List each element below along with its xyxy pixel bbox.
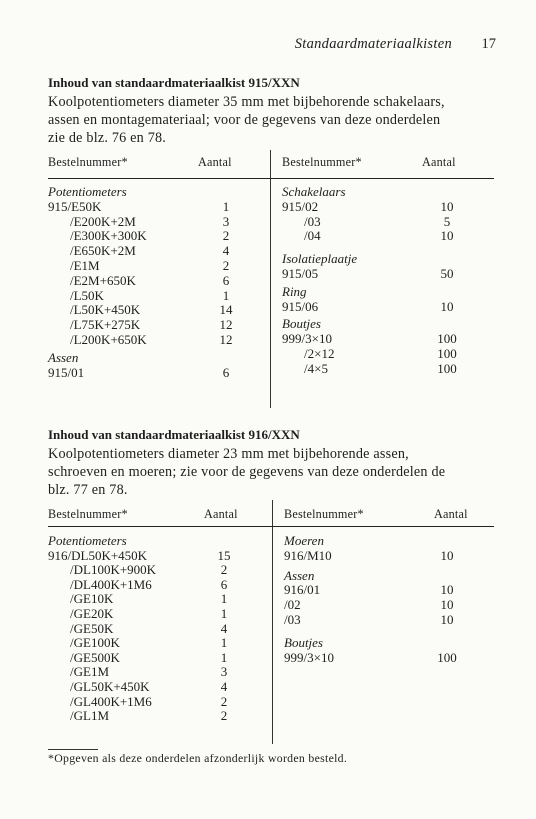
category-label: Ring bbox=[282, 283, 307, 299]
quantity: 14 bbox=[219, 302, 233, 318]
col-order-number: Bestelnummer* bbox=[48, 155, 128, 169]
quantity: 1 bbox=[220, 649, 228, 665]
order-number: /GE100K bbox=[70, 635, 120, 651]
col-quantity: Aantal bbox=[204, 507, 238, 521]
order-number: /GL400K+1M6 bbox=[70, 693, 152, 709]
order-number: /E650K+2M bbox=[70, 243, 136, 259]
table-header bbox=[48, 153, 494, 177]
column-divider bbox=[270, 150, 271, 408]
order-number: 915/E50K bbox=[48, 198, 102, 214]
order-number: /GE1M bbox=[70, 664, 109, 680]
column-divider bbox=[272, 500, 273, 744]
header-rule bbox=[48, 526, 494, 527]
category-label: Boutjes bbox=[282, 316, 321, 332]
quantity: 15 bbox=[217, 547, 231, 563]
section-description bbox=[48, 445, 494, 499]
quantity: 10 bbox=[440, 198, 454, 214]
section-title: Inhoud van standaardmateriaalkist 915/XXN bbox=[48, 75, 300, 90]
order-number: /GL50K+450K bbox=[70, 679, 150, 694]
category-label: Boutjes bbox=[284, 634, 323, 650]
col-quantity: Aantal bbox=[422, 155, 456, 169]
description-line: Koolpotentiometers diameter 35 mm met bijbehorende schakelaars, bbox=[48, 94, 445, 110]
quantity: 2 bbox=[220, 708, 228, 724]
order-number: /02 bbox=[284, 597, 301, 613]
category-label: Potentiometers bbox=[48, 184, 127, 199]
quantity: 1 bbox=[220, 606, 228, 621]
order-number: /04 bbox=[304, 228, 321, 244]
section-kit-915 bbox=[48, 74, 494, 177]
quantity: 1 bbox=[220, 591, 228, 607]
order-number: /L200K+650K bbox=[70, 332, 147, 347]
order-number: /DL400K+1M6 bbox=[70, 576, 152, 592]
order-number: 916/01 bbox=[284, 582, 321, 598]
order-number: /GE500K bbox=[70, 649, 120, 665]
quantity: 4 bbox=[222, 243, 230, 259]
col-quantity: Aantal bbox=[434, 507, 468, 521]
order-number: /2×12 bbox=[304, 346, 335, 361]
header-rule bbox=[48, 178, 494, 179]
page-number: 17 bbox=[481, 36, 496, 52]
order-number: /E300K+300K bbox=[70, 228, 147, 244]
order-number: /DL100K+900K bbox=[70, 562, 157, 578]
quantity: 12 bbox=[219, 317, 233, 333]
quantity: 10 bbox=[440, 228, 454, 244]
order-number: /GE10K bbox=[70, 591, 114, 607]
order-number: 915/06 bbox=[282, 298, 319, 314]
order-number: /GE20K bbox=[70, 606, 114, 621]
quantity: 50 bbox=[440, 266, 454, 281]
quantity: 12 bbox=[219, 332, 233, 347]
section-kit-916 bbox=[48, 426, 494, 529]
order-number: 915/01 bbox=[48, 364, 85, 380]
quantity: 100 bbox=[437, 346, 457, 361]
order-number: 916/M10 bbox=[284, 547, 332, 563]
order-number: 915/05 bbox=[282, 266, 319, 281]
quantity: 5 bbox=[443, 213, 451, 229]
col-quantity: Aantal bbox=[198, 155, 232, 169]
order-number: 999/3×10 bbox=[282, 331, 332, 347]
order-number: 916/DL50K+450K bbox=[48, 547, 148, 563]
page-header bbox=[0, 36, 536, 56]
quantity: 100 bbox=[437, 360, 457, 376]
quantity: 10 bbox=[440, 582, 454, 598]
description-line: assen en montagemateriaal; voor de gegevens van deze onderdelen bbox=[48, 112, 441, 128]
category-label: Assen bbox=[284, 567, 315, 583]
quantity: 10 bbox=[440, 612, 454, 627]
description-line: Koolpotentiometers diameter 23 mm met bijbehorende assen, bbox=[48, 446, 409, 462]
quantity: 2 bbox=[220, 562, 228, 578]
quantity: 100 bbox=[437, 649, 457, 665]
col-order-number: Bestelnummer* bbox=[284, 507, 364, 521]
order-number: /03 bbox=[284, 612, 301, 627]
section-description bbox=[48, 93, 494, 147]
quantity: 10 bbox=[440, 298, 454, 314]
col-order-number: Bestelnummer* bbox=[282, 155, 362, 169]
footnote: *Opgeven als deze onderdelen afzonderlijk worden besteld. bbox=[48, 751, 348, 765]
quantity: 6 bbox=[220, 576, 228, 592]
quantity: 4 bbox=[220, 679, 228, 694]
quantity: 6 bbox=[222, 272, 230, 288]
category-label: Potentiometers bbox=[48, 533, 127, 548]
quantity: 1 bbox=[222, 287, 230, 303]
quantity: 10 bbox=[440, 547, 454, 563]
description-line: zie de blz. 76 en 78. bbox=[48, 130, 167, 146]
quantity: 100 bbox=[437, 331, 457, 347]
order-number: /4×5 bbox=[304, 360, 328, 376]
order-number: /E1M bbox=[70, 258, 100, 273]
section-title: Inhoud van standaardmateriaalkist 916/XXN bbox=[48, 427, 300, 442]
description-line: blz. 77 en 78. bbox=[48, 482, 128, 498]
order-number: /GL1M bbox=[70, 708, 109, 724]
quantity: 3 bbox=[222, 213, 230, 229]
quantity: 6 bbox=[222, 364, 230, 380]
order-number: /L75K+275K bbox=[70, 317, 141, 333]
category-label: Schakelaars bbox=[282, 184, 346, 199]
quantity: 10 bbox=[440, 597, 454, 613]
category-label: Assen bbox=[48, 349, 79, 365]
order-number: 999/3×10 bbox=[284, 649, 334, 665]
order-number: 915/02 bbox=[282, 198, 319, 214]
quantity: 2 bbox=[222, 258, 230, 273]
quantity: 4 bbox=[220, 620, 228, 636]
quantity: 1 bbox=[220, 635, 228, 651]
quantity: 2 bbox=[222, 228, 230, 244]
col-order-number: Bestelnummer* bbox=[48, 507, 128, 521]
footnote-rule bbox=[48, 749, 98, 750]
order-number: /E200K+2M bbox=[70, 213, 136, 229]
order-number: /03 bbox=[304, 213, 321, 229]
running-title: Standaardmateriaalkisten bbox=[294, 36, 452, 52]
order-number: /GE50K bbox=[70, 620, 114, 636]
order-number: /L50K bbox=[70, 287, 104, 303]
quantity: 2 bbox=[220, 693, 228, 709]
order-number: /E2M+650K bbox=[70, 272, 136, 288]
category-label: Isolatieplaatje bbox=[282, 251, 358, 267]
quantity: 1 bbox=[222, 198, 230, 214]
quantity: 3 bbox=[220, 664, 228, 680]
description-line: schroeven en moeren; zie voor de gegevens van deze onderdelen de bbox=[48, 464, 446, 480]
order-number: /L50K+450K bbox=[70, 302, 141, 318]
category-label: Moeren bbox=[284, 533, 324, 548]
